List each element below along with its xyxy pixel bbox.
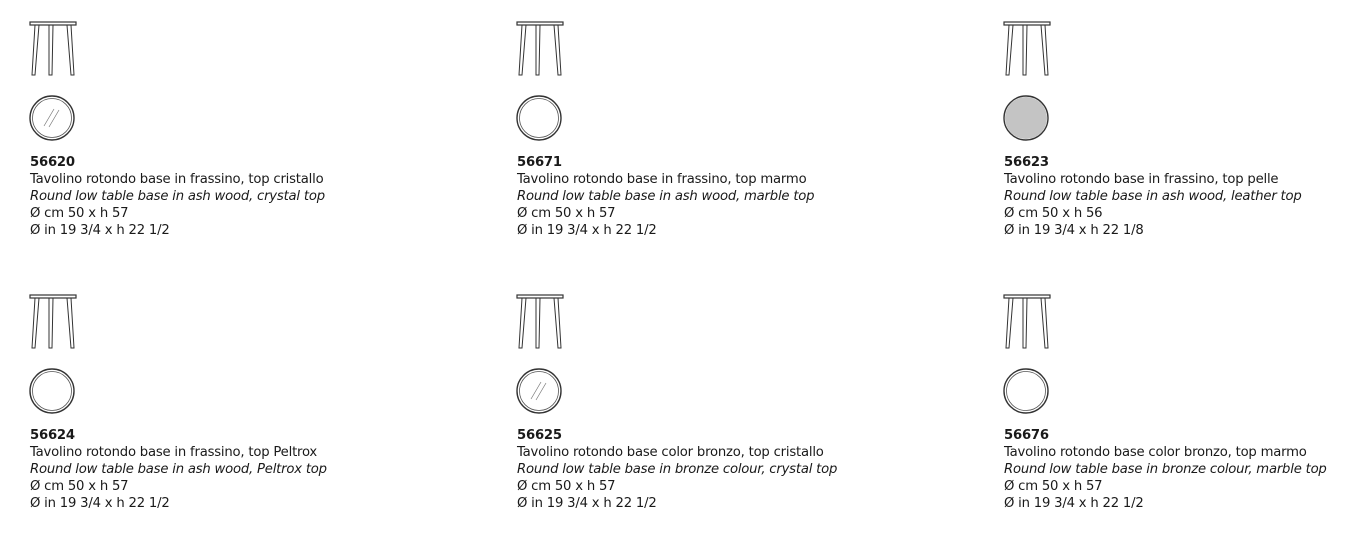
description-italian: Tavolino rotondo base in frassino, top cristallo: [30, 172, 324, 187]
description-english: Round low table base in ash wood, marble top: [517, 189, 815, 204]
table-top-view-icon: [1003, 95, 1053, 145]
description-english: Round low table base in bronze colour, crystal top: [517, 462, 838, 477]
dimensions-in: Ø in 19 3/4 x h 22 1/2: [517, 223, 657, 238]
table-side-view-icon: [29, 294, 79, 350]
product-item: [1003, 294, 1363, 544]
table-top-view-icon: [516, 95, 566, 145]
table-top-view-icon: [516, 368, 566, 418]
product-item: [29, 294, 389, 544]
dimensions-cm: Ø cm 50 x h 56: [1004, 206, 1103, 221]
table-top-view-icon: [29, 95, 79, 145]
dimensions-in: Ø in 19 3/4 x h 22 1/2: [30, 496, 170, 511]
product-item: [516, 294, 876, 544]
table-top-view-icon: [29, 368, 79, 418]
table-top-view-icon: [1003, 368, 1053, 418]
description-italian: Tavolino rotondo base in frassino, top pelle: [1004, 172, 1279, 187]
dimensions-cm: Ø cm 50 x h 57: [30, 206, 129, 221]
product-item: [29, 21, 389, 271]
description-italian: Tavolino rotondo base in frassino, top Peltrox: [30, 445, 318, 460]
table-side-view-icon: [1003, 21, 1053, 77]
dimensions-in: Ø in 19 3/4 x h 22 1/2: [1004, 496, 1144, 511]
product-code: 56620: [30, 155, 75, 170]
description-italian: Tavolino rotondo base in frassino, top marmo: [517, 172, 807, 187]
table-side-view-icon: [29, 21, 79, 77]
product-code: 56671: [517, 155, 562, 170]
description-italian: Tavolino rotondo base color bronzo, top marmo: [1004, 445, 1307, 460]
dimensions-cm: Ø cm 50 x h 57: [517, 479, 616, 494]
description-english: Round low table base in ash wood, leather top: [1004, 189, 1302, 204]
dimensions-cm: Ø cm 50 x h 57: [1004, 479, 1103, 494]
product-code: 56623: [1004, 155, 1049, 170]
table-side-view-icon: [516, 294, 566, 350]
table-side-view-icon: [516, 21, 566, 77]
description-english: Round low table base in ash wood, Peltrox top: [30, 462, 327, 477]
dimensions-in: Ø in 19 3/4 x h 22 1/2: [517, 496, 657, 511]
dimensions-cm: Ø cm 50 x h 57: [30, 479, 129, 494]
product-item: [1003, 21, 1363, 271]
dimensions-in: Ø in 19 3/4 x h 22 1/2: [30, 223, 170, 238]
description-italian: Tavolino rotondo base color bronzo, top cristallo: [517, 445, 824, 460]
dimensions-cm: Ø cm 50 x h 57: [517, 206, 616, 221]
description-english: Round low table base in ash wood, crystal top: [30, 189, 325, 204]
description-english: Round low table base in bronze colour, marble top: [1004, 462, 1327, 477]
product-code: 56625: [517, 428, 562, 443]
product-item: [516, 21, 876, 271]
product-code: 56676: [1004, 428, 1049, 443]
product-code: 56624: [30, 428, 75, 443]
table-side-view-icon: [1003, 294, 1053, 350]
dimensions-in: Ø in 19 3/4 x h 22 1/8: [1004, 223, 1144, 238]
